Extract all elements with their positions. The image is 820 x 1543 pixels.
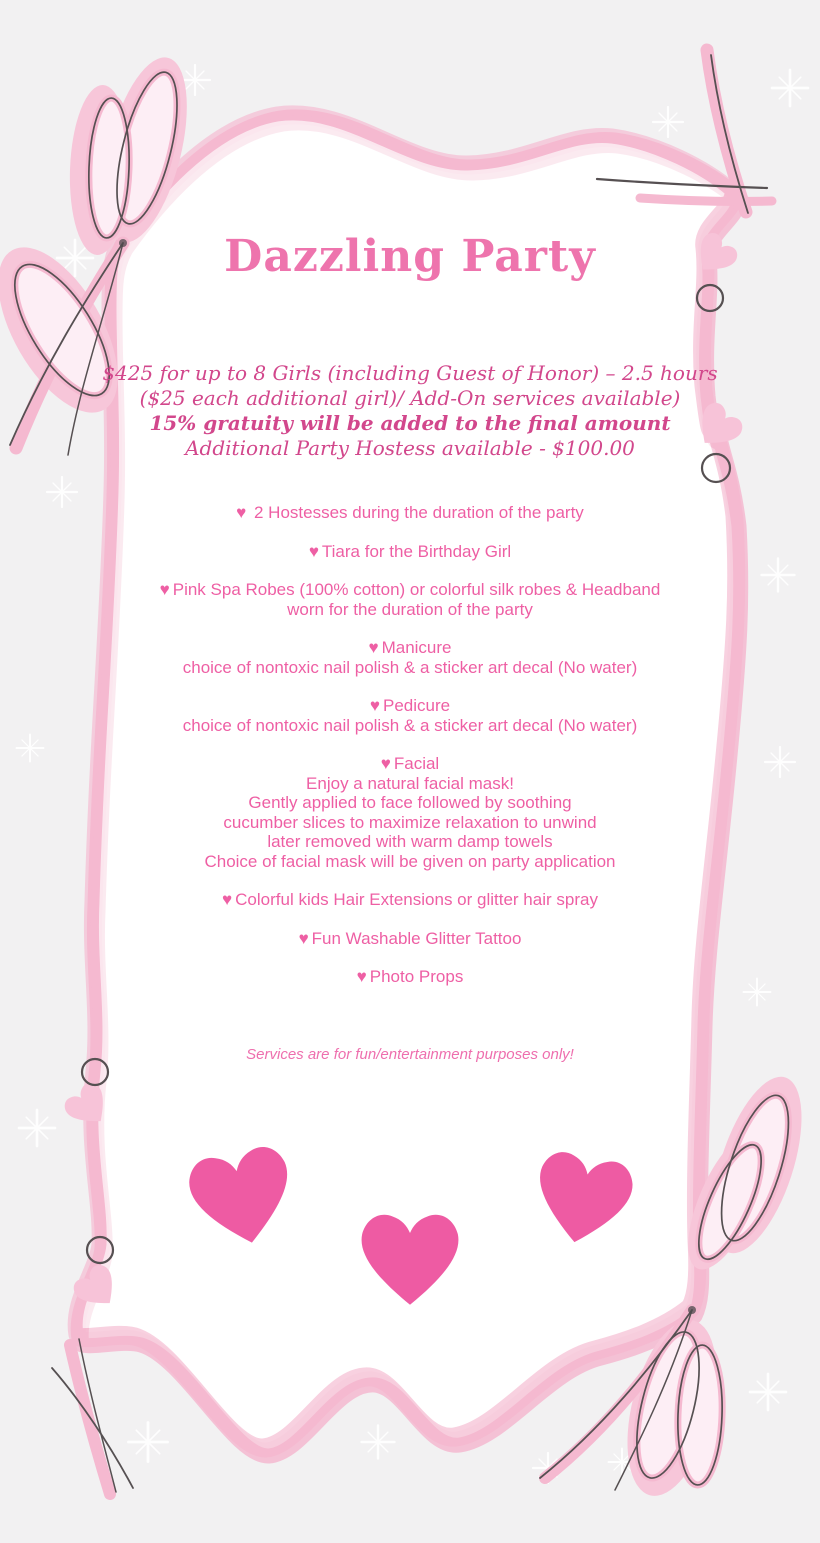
pricing-hostess-line: Additional Party Hostess available - $100.00 bbox=[185, 436, 635, 460]
service-line bbox=[75, 929, 745, 949]
heart-bullet-icon: ♥ bbox=[222, 890, 233, 909]
service-line: worn for the duration of the party bbox=[287, 599, 533, 619]
service-line: choice of nontoxic nail polish & a sticker art decal (No water) bbox=[182, 657, 638, 677]
service-line bbox=[75, 503, 745, 523]
service-item bbox=[75, 696, 745, 735]
service-item bbox=[75, 503, 745, 523]
service-item bbox=[75, 638, 745, 677]
disclaimer-text: Services are for fun/entertainment purposes only! bbox=[246, 1046, 574, 1063]
service-item bbox=[75, 929, 745, 949]
service-line bbox=[75, 754, 745, 774]
service-item bbox=[75, 754, 745, 871]
service-line bbox=[75, 580, 745, 600]
heart-bullet-icon: ♥ bbox=[369, 696, 380, 715]
service-line: cucumber slices to maximize relaxation to unwind bbox=[223, 812, 597, 832]
service-line: later removed with warm damp towels bbox=[267, 832, 553, 851]
service-item bbox=[75, 580, 745, 619]
page-title: Dazzling Party bbox=[224, 231, 596, 282]
services-list bbox=[75, 503, 745, 1006]
service-item bbox=[75, 967, 745, 987]
heart-bullet-icon: ♥ bbox=[159, 580, 170, 599]
pricing-block bbox=[55, 361, 765, 461]
service-line bbox=[75, 638, 745, 658]
service-item bbox=[75, 542, 745, 562]
service-text: Photo Props bbox=[369, 967, 464, 986]
service-line bbox=[75, 542, 745, 562]
service-text: Colorful kids Hair Extensions or glitter hair spray bbox=[235, 890, 598, 909]
service-text: Manicure bbox=[381, 638, 452, 657]
heart-bullet-icon: ♥ bbox=[356, 967, 367, 986]
heart-bullet-icon: ♥ bbox=[236, 503, 247, 522]
service-item bbox=[75, 890, 745, 910]
service-text: 2 Hostesses during the duration of the party bbox=[254, 503, 584, 522]
pricing-line: ($25 each additional girl)/ Add-On services available) bbox=[139, 386, 681, 410]
heart-bullet-icon: ♥ bbox=[380, 754, 391, 773]
service-line bbox=[75, 696, 745, 716]
service-text: Facial bbox=[393, 754, 440, 773]
service-line: choice of nontoxic nail polish & a sticker art decal (No water) bbox=[182, 715, 638, 735]
service-text: Pedicure bbox=[382, 696, 451, 715]
service-line bbox=[75, 967, 745, 987]
heart-bullet-icon: ♥ bbox=[368, 638, 379, 657]
pricing-gratuity-line: 15% gratuity will be added to the final amount bbox=[149, 411, 671, 435]
heart-bullet-icon: ♥ bbox=[308, 541, 319, 561]
service-line: Gently applied to face followed by soothing bbox=[248, 793, 572, 812]
service-line: Enjoy a natural facial mask! bbox=[306, 773, 514, 793]
service-line bbox=[75, 890, 745, 910]
service-text: Tiara for the Birthday Girl bbox=[321, 541, 512, 561]
service-text: Fun Washable Glitter Tattoo bbox=[311, 928, 522, 948]
service-text: Pink Spa Robes (100% cotton) or colorful silk robes & Headband bbox=[172, 580, 661, 599]
pricing-line: $425 for up to 8 Girls (including Guest of Honor) – 2.5 hours bbox=[102, 361, 718, 385]
heart-bullet-icon: ♥ bbox=[298, 928, 309, 948]
service-line: Choice of facial mask will be given on party application bbox=[204, 851, 616, 871]
